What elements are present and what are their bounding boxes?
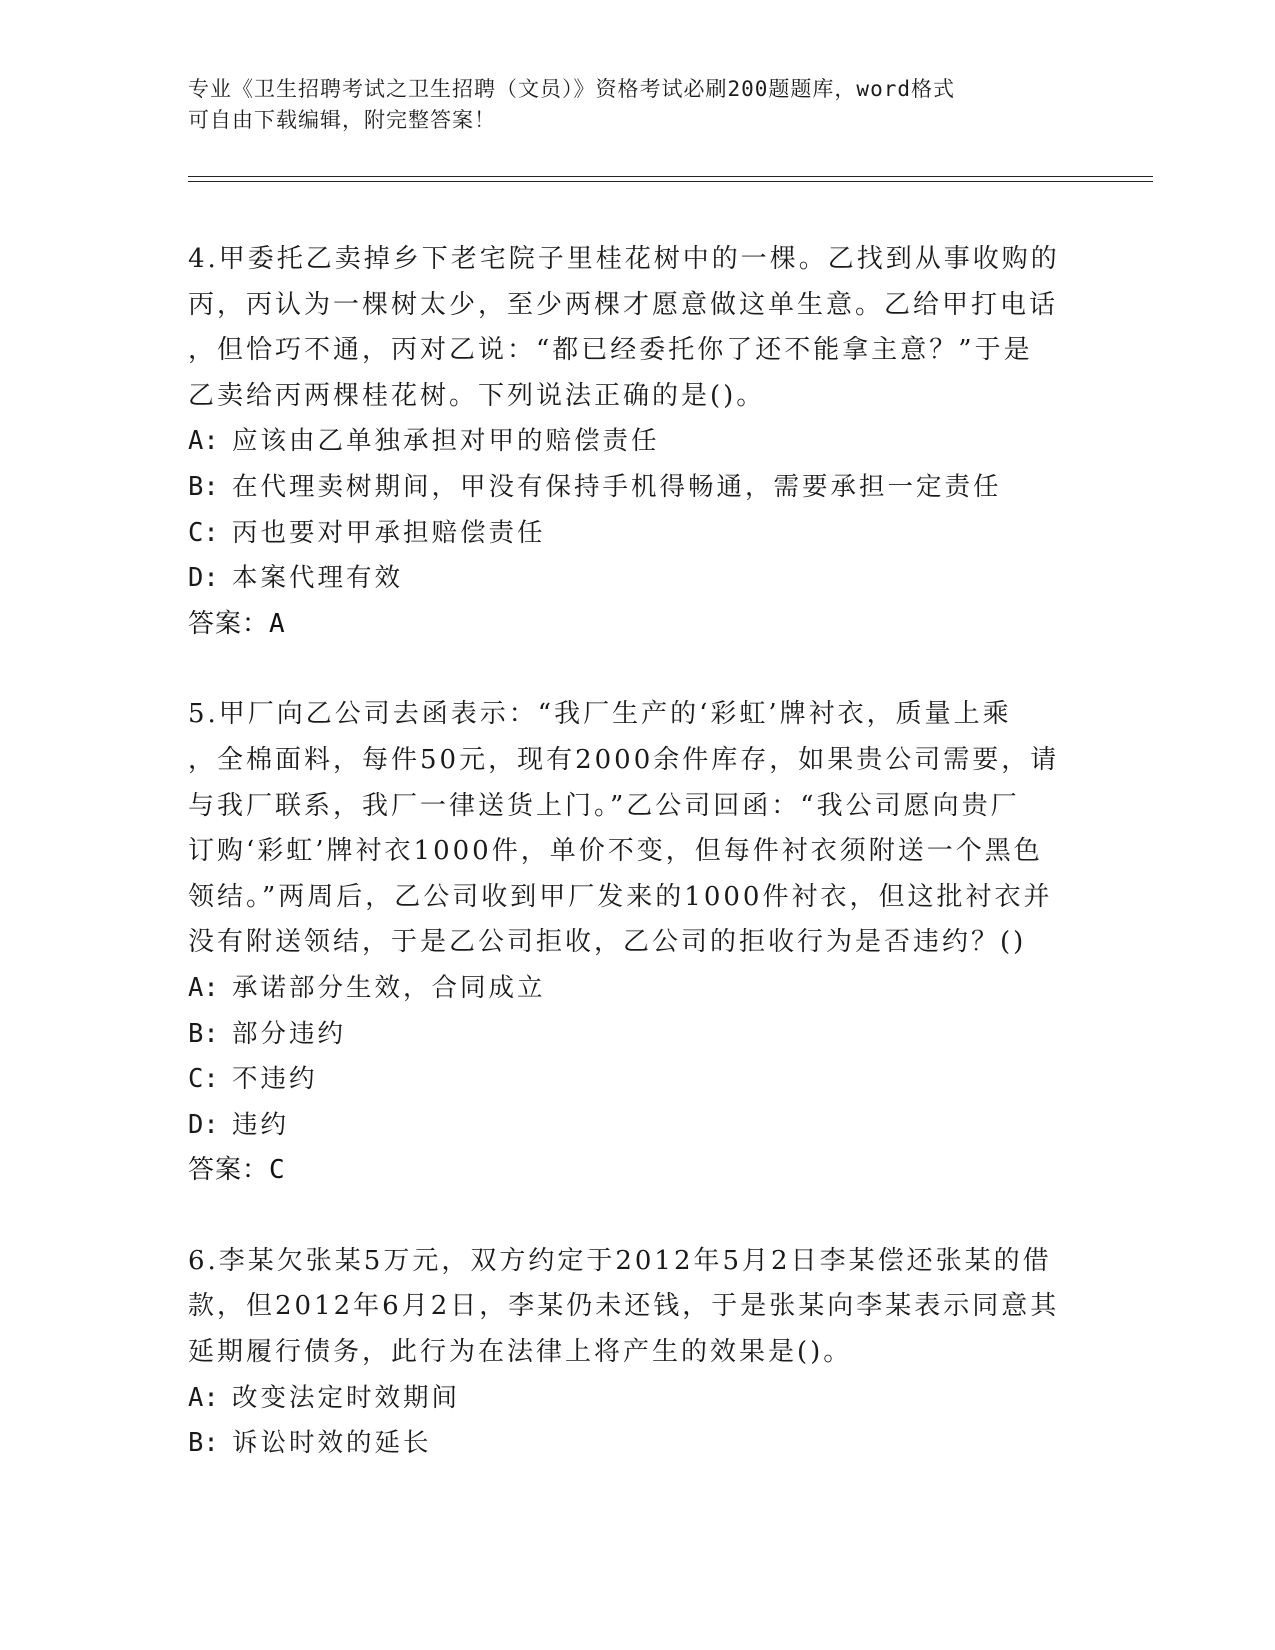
option-text: 承诺部分生效，合同成立	[232, 972, 546, 1003]
option-text: 部分违约	[232, 1018, 347, 1049]
answer-label: 答案：	[188, 608, 270, 639]
option-letter: A:	[188, 426, 219, 457]
option-b	[188, 465, 1088, 511]
header-divider-top	[188, 176, 1153, 177]
question-4	[188, 237, 1088, 647]
question-stem	[188, 237, 1088, 419]
question-spacer	[188, 647, 1088, 692]
option-letter: B:	[188, 1428, 219, 1459]
option-text: 改变法定时效期间	[232, 1382, 461, 1413]
option-letter: A:	[188, 1382, 219, 1413]
stem-line: ，但恰巧不通，丙对乙说：“都已经委托你了还不能拿主意？”于是	[188, 335, 1033, 366]
option-d	[188, 556, 1088, 602]
option-letter: C:	[188, 1064, 219, 1095]
option-letter: C:	[188, 517, 219, 548]
header-title-line-1: 专业《卫生招聘考试之卫生招聘（文员）》资格考试必刷200题题库，word格式	[188, 77, 955, 101]
answer-line	[188, 1148, 1088, 1194]
stem-line: 与我厂联系，我厂一律送货上门。”乙公司回函：“我公司愿向贵厂	[188, 790, 1020, 821]
option-c	[188, 511, 1088, 557]
option-text: 在代理卖树期间，甲没有保持手机得畅通，需要承担一定责任	[232, 471, 1002, 502]
stem-line: 4.甲委托乙卖掉乡下老宅院子里桂花树中的一棵。乙找到从事收购的	[188, 244, 1060, 274]
option-b	[188, 1012, 1088, 1058]
option-a	[188, 966, 1088, 1012]
stem-line: 订购‘彩虹’牌衬衣1000件，单价不变，但每件衬衣须附送一个黑色	[188, 836, 1043, 867]
answer-value: A	[269, 608, 286, 639]
question-5	[188, 692, 1088, 1194]
option-letter: D:	[188, 1109, 219, 1140]
option-a	[188, 419, 1088, 465]
option-text: 丙也要对甲承担赔偿责任	[232, 517, 546, 548]
stem-line: 没有附送领结，于是乙公司拒收，乙公司的拒收行为是否违约？()	[188, 927, 1027, 958]
stem-line: 乙卖给丙两棵桂花树。下列说法正确的是()。	[188, 380, 766, 411]
option-letter: D:	[188, 563, 219, 594]
question-list	[188, 237, 1088, 1467]
option-letter: B:	[188, 1018, 219, 1049]
answer-line	[188, 602, 1088, 648]
option-text: 本案代理有效	[232, 563, 404, 594]
header-divider-bottom	[188, 181, 1153, 182]
stem-line: 款，但2012年6月2日，李某仍未还钱，于是张某向李某表示同意其	[188, 1291, 1060, 1322]
stem-line: ，全棉面料，每件50元，现有2000余件库存，如果贵公司需要，请	[188, 744, 1060, 775]
option-text: 诉讼时效的延长	[232, 1428, 432, 1459]
stem-line: 6.李某欠张某5万元，双方约定于2012年5月2日李某偿还张某的借	[188, 1245, 1052, 1276]
option-b	[188, 1421, 1088, 1467]
stem-line: 丙，丙认为一棵树太少，至少两棵才愿意做这单生意。乙给甲打电话	[188, 289, 1059, 320]
answer-value: C	[269, 1155, 286, 1186]
option-c	[188, 1057, 1088, 1103]
stem-line: 5.甲厂向乙公司去函表示：“我厂生产的‘彩虹’牌衬衣，质量上乘	[188, 699, 1012, 730]
question-6	[188, 1239, 1088, 1467]
option-text: 违约	[232, 1109, 290, 1140]
option-text: 应该由乙单独承担对甲的赔偿责任	[232, 426, 660, 457]
question-stem	[188, 1239, 1088, 1376]
option-a	[188, 1376, 1088, 1422]
option-letter: B:	[188, 471, 219, 502]
stem-line: 领结。”两周后，乙公司收到甲厂发来的1000件衬衣，但这批衬衣并	[188, 881, 1053, 912]
option-letter: A:	[188, 972, 219, 1003]
option-d	[188, 1103, 1088, 1149]
stem-line: 延期履行债务，此行为在法律上将产生的效果是()。	[188, 1337, 853, 1368]
question-stem	[188, 692, 1088, 966]
answer-label: 答案：	[188, 1155, 270, 1186]
header-title-line-2: 可自由下载编辑，附完整答案！	[188, 108, 496, 132]
option-text: 不违约	[232, 1064, 318, 1095]
question-spacer	[188, 1194, 1088, 1239]
document-header	[188, 74, 1088, 136]
